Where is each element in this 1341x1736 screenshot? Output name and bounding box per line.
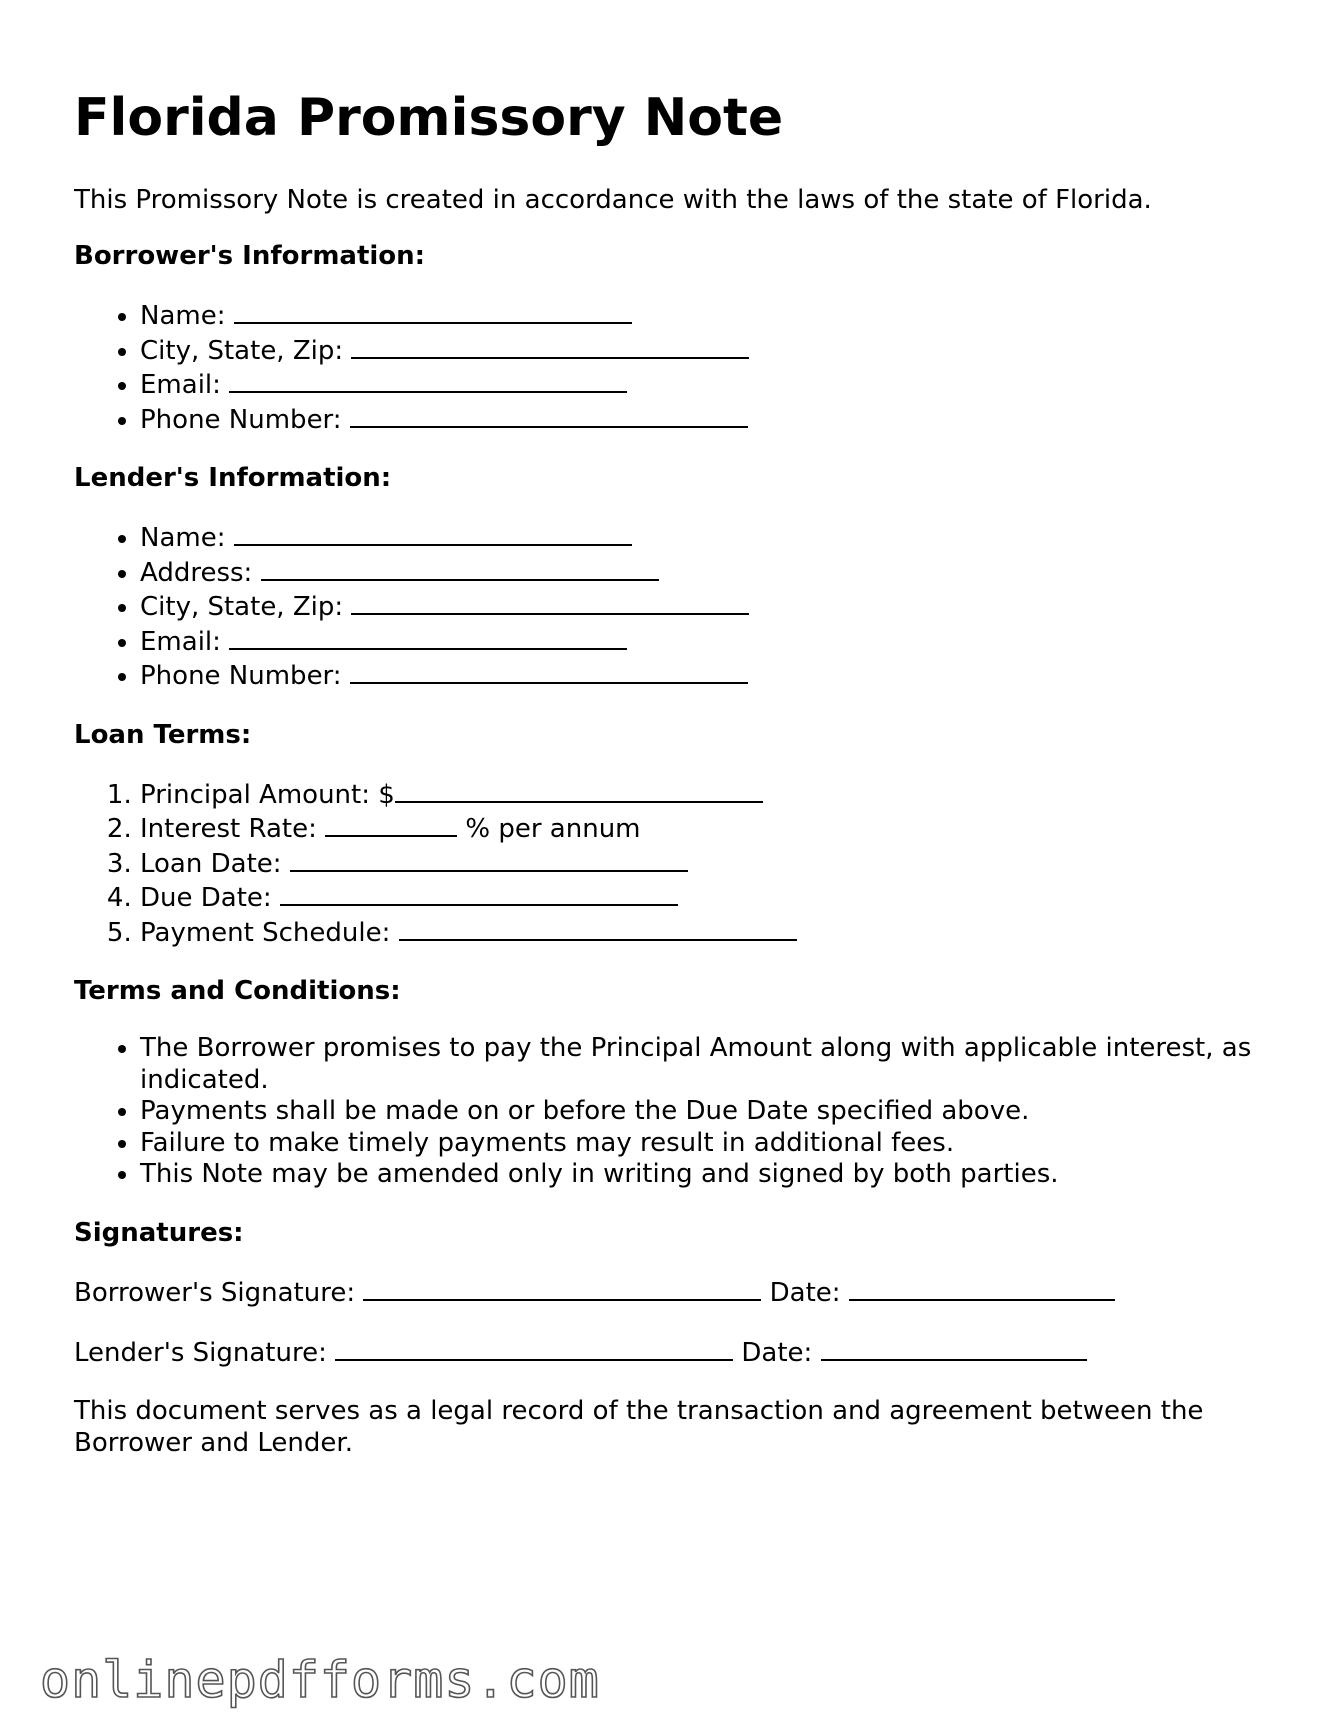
date-label: Date: <box>769 1277 841 1308</box>
lender-signature-line <box>74 1335 1284 1369</box>
borrower-heading: Borrower's Information: <box>74 241 426 271</box>
field-label: Name: <box>140 301 226 331</box>
field-label: Phone Number: <box>140 661 342 691</box>
list-item: • The Borrower promises to pay the Principal Amount along with applicable interest, as indicated. <box>140 1033 1284 1096</box>
closing-text: This document serves as a legal record of the transaction and agreement between the Borrower and Lender. <box>74 1395 1204 1458</box>
field-label: Principal Amount: $ <box>140 779 395 810</box>
lender-fields <box>74 520 1284 693</box>
blank-line[interactable] <box>261 555 659 581</box>
terms-conditions-list <box>74 1033 1284 1191</box>
borrower-signature-line <box>74 1275 1284 1309</box>
lender-name-field <box>140 520 1284 555</box>
loan-terms-heading: Loan Terms: <box>74 719 252 750</box>
list-item: • Failure to make timely payments may result in additional fees. <box>140 1128 1284 1160</box>
principal-field <box>140 777 1284 812</box>
blank-line[interactable] <box>351 333 749 359</box>
lender-signature-blank[interactable] <box>335 1335 733 1361</box>
document-page <box>74 88 1284 1459</box>
blank-line[interactable] <box>399 915 797 941</box>
borrower-date-blank[interactable] <box>849 1275 1115 1301</box>
lender-email-field <box>140 624 1284 659</box>
borrower-fields <box>74 298 1284 436</box>
payment-schedule-field <box>140 915 1284 950</box>
blank-line[interactable] <box>229 367 627 393</box>
field-label: Due Date: <box>140 883 272 913</box>
loan-date-field <box>140 846 1284 881</box>
list-item: • This Note may be amended only in writing and signed by both parties. <box>140 1159 1284 1191</box>
field-label: Loan Date: <box>140 848 282 879</box>
date-label: Date: <box>741 1337 813 1368</box>
interest-rate-field <box>140 811 1284 846</box>
field-label: City, State, Zip: <box>140 592 344 622</box>
intro-text: This Promissory Note is created in accordance with the laws of the state of Florida. <box>74 185 1152 215</box>
lender-city-field <box>140 589 1284 624</box>
field-label: Address: <box>140 557 253 588</box>
lender-date-blank[interactable] <box>821 1335 1087 1361</box>
blank-line[interactable] <box>350 658 748 684</box>
list-item: • Payments shall be made on or before the Due Date specified above. <box>140 1096 1284 1128</box>
due-date-field <box>140 880 1284 915</box>
page-title: Florida Promissory Note <box>74 88 784 148</box>
field-label: City, State, Zip: <box>140 335 344 366</box>
watermark: onlinepdfforms.com <box>40 1651 600 1709</box>
blank-line[interactable] <box>234 520 632 546</box>
lender-phone-field <box>140 658 1284 693</box>
blank-line[interactable] <box>350 402 748 428</box>
blank-line[interactable] <box>395 777 763 803</box>
blank-line[interactable] <box>229 624 627 650</box>
field-label: Email: <box>140 370 221 400</box>
borrower-city-field <box>140 333 1284 368</box>
field-label: Payment Schedule: <box>140 917 391 948</box>
field-label: Phone Number: <box>140 404 342 435</box>
blank-line[interactable] <box>280 880 678 906</box>
blank-line[interactable] <box>290 846 688 872</box>
field-label: Name: <box>140 523 226 553</box>
blank-line[interactable] <box>325 811 457 837</box>
borrower-email-field <box>140 367 1284 402</box>
loan-terms-list <box>74 777 1284 950</box>
field-label: Interest Rate: <box>140 814 317 844</box>
lender-heading: Lender's Information: <box>74 463 392 493</box>
blank-line[interactable] <box>234 298 632 324</box>
blank-line[interactable] <box>351 589 749 615</box>
borrower-name-field <box>140 298 1284 333</box>
lender-signature-label: Lender's Signature: <box>74 1337 327 1368</box>
borrower-signature-label: Borrower's Signature: <box>74 1277 356 1308</box>
terms-conditions-heading: Terms and Conditions: <box>74 976 401 1006</box>
signatures-heading: Signatures: <box>74 1217 244 1248</box>
borrower-signature-blank[interactable] <box>363 1275 761 1301</box>
field-label: Email: <box>140 626 221 657</box>
lender-address-field <box>140 555 1284 590</box>
interest-suffix: % per annum <box>465 814 641 844</box>
borrower-phone-field <box>140 402 1284 437</box>
